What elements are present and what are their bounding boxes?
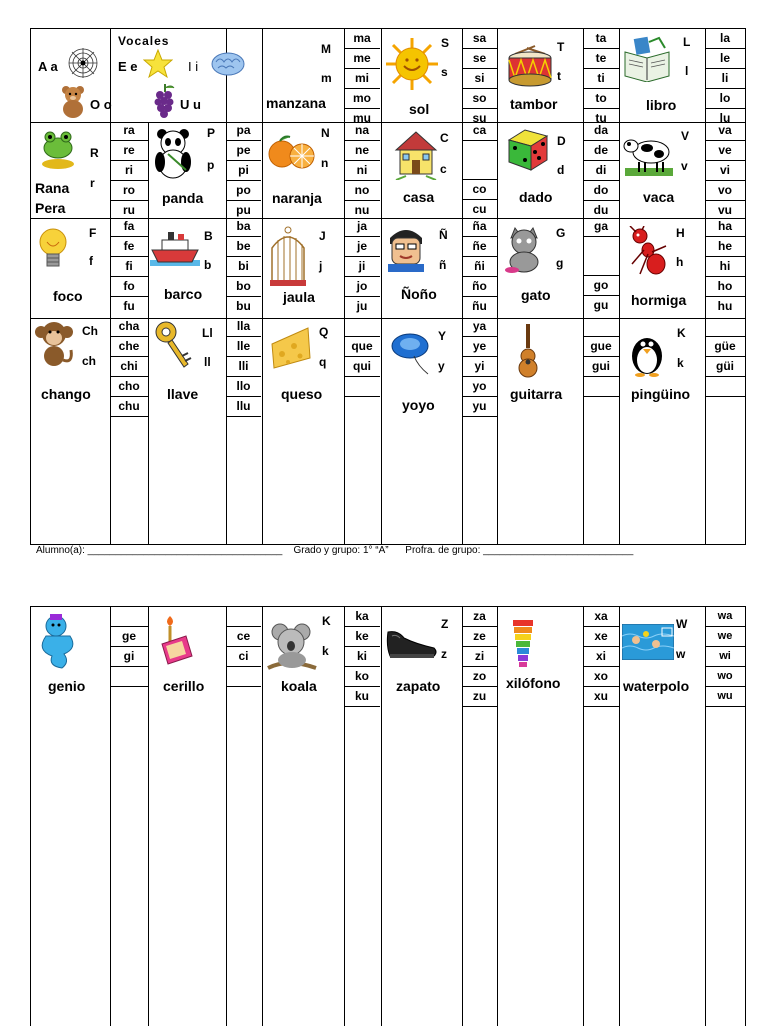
cow-icon [621, 124, 677, 180]
lightbulb-icon [38, 226, 68, 274]
syllable: wa [705, 607, 745, 627]
word-naranja: naranja [272, 190, 322, 206]
syllable: mu [353, 111, 371, 125]
syllable [110, 667, 148, 687]
syllable: ce [226, 627, 261, 647]
genie-icon [34, 612, 86, 670]
syllable: güi [705, 357, 745, 377]
word-chango: chango [41, 386, 91, 402]
syllable [583, 237, 619, 276]
syllable: te [583, 49, 619, 69]
word-rana: Rana [35, 180, 70, 196]
syllable: chu [110, 397, 148, 417]
syllables-pa [226, 121, 261, 220]
grado-field: Grado y grupo: 1° “A” [293, 545, 389, 556]
word-libro: libro [646, 97, 677, 113]
syllable: ci [226, 647, 261, 667]
syllable [705, 377, 745, 397]
syllable: yo [462, 377, 497, 397]
vowel-a: A a [38, 59, 58, 74]
letter-upper-z: Z [441, 617, 449, 631]
word-tambor: tambor [510, 96, 558, 112]
syllables-ta [583, 29, 619, 128]
syllable: le [705, 49, 745, 69]
syllable: ja [344, 217, 380, 237]
brain-icon [210, 50, 246, 78]
syllables-gue-dieresis [705, 317, 745, 397]
syllable: llo [226, 377, 261, 397]
letter-upper-n-tilde: Ñ [439, 228, 448, 242]
koala-icon [266, 620, 318, 670]
frog-icon [36, 124, 80, 170]
letter-lower-r: r [90, 176, 95, 190]
word-zapato: zapato [396, 678, 441, 694]
syllable: ña [462, 217, 497, 237]
ant-icon [626, 226, 670, 280]
letter-lower-b: b [204, 258, 212, 272]
syllable: ka [344, 607, 380, 627]
syllable: no [344, 181, 380, 201]
letter-lower-g: g [556, 256, 564, 270]
letter-upper-v: V [681, 129, 690, 143]
yoyo-icon [390, 332, 432, 376]
boy-face-icon [384, 224, 428, 272]
syllable: chi [110, 357, 148, 377]
syllables-que [344, 317, 380, 397]
syllable: ye [462, 337, 497, 357]
letter-lower-h: h [676, 255, 684, 269]
syllable: si [462, 69, 497, 89]
syllable: de [583, 141, 619, 161]
letter-upper-l: L [683, 35, 691, 49]
syllable: ca [462, 121, 497, 141]
syllables-ge [110, 607, 148, 687]
syllable: do [583, 181, 619, 201]
syllable [344, 317, 380, 337]
letter-lower-d: d [557, 163, 565, 177]
syllable [462, 141, 497, 180]
syllable: ma [344, 29, 380, 49]
syllable: xa [583, 607, 619, 627]
syllable: ba [226, 217, 261, 237]
syllable: que [344, 337, 380, 357]
letter-lower-j: j [319, 259, 323, 273]
syllable: po [226, 181, 261, 201]
letter-lower-t: t [557, 69, 561, 83]
syllable: hu [717, 299, 733, 313]
syllables-xa [583, 607, 619, 707]
book-icon [621, 34, 673, 82]
grapes-icon [153, 82, 177, 120]
word-cerillo: cerillo [163, 678, 205, 694]
syllable: xo [583, 667, 619, 687]
syllable: cho [110, 377, 148, 397]
orange-icon [266, 134, 318, 170]
letter-lower-ll: ll [204, 355, 211, 369]
syllable: gu [593, 298, 609, 312]
syllable: sa [462, 29, 497, 49]
syllable: ne [344, 141, 380, 161]
syllable: vo [705, 181, 745, 201]
word-vaca: vaca [643, 189, 675, 205]
syllables-va [705, 121, 745, 220]
syllable: jo [344, 277, 380, 297]
xylophone-icon [510, 618, 536, 668]
syllables-ca [462, 121, 497, 219]
syllable: yi [462, 357, 497, 377]
syllable: su [472, 111, 487, 125]
syllables-ce [226, 607, 261, 687]
syllable: gue [583, 337, 619, 357]
letter-upper-ll: Ll [202, 326, 213, 340]
letter-upper-t: T [557, 40, 565, 54]
panda-icon [150, 126, 196, 180]
ship-icon [150, 228, 200, 268]
letter-lower-w: w [676, 647, 686, 661]
syllable: ku [344, 687, 380, 707]
syllable: ji [344, 257, 380, 277]
vowel-u: U u [180, 97, 201, 112]
letter-upper-h: H [676, 226, 685, 240]
vowel-i: I i [188, 59, 199, 74]
syllable: lla [226, 317, 261, 337]
profra-field: Profra. de grupo: ___________________________ [405, 545, 634, 556]
syllable: cha [110, 317, 148, 337]
syllable: güe [705, 337, 745, 357]
syllable: ñe [462, 237, 497, 257]
letter-lower-n-tilde: ñ [439, 258, 447, 272]
cat-icon [503, 226, 545, 274]
syllable: co [462, 180, 497, 200]
letter-lower-y: y [438, 359, 445, 373]
letter-upper-r: R [90, 146, 99, 160]
syllable: xi [583, 647, 619, 667]
sun-icon [384, 36, 440, 92]
syllable: ga [583, 217, 619, 237]
syllables-ja [344, 217, 380, 316]
word-koala: koala [281, 678, 317, 694]
syllables-na-tilde [462, 217, 497, 316]
letter-lower-q: q [319, 355, 327, 369]
syllable: ke [344, 627, 380, 647]
syllable: pi [226, 161, 261, 181]
word-waterpolo: waterpolo [623, 678, 690, 694]
syllable: bi [226, 257, 261, 277]
syllable [344, 377, 380, 397]
syllable: ze [462, 627, 497, 647]
syllable: je [344, 237, 380, 257]
syllables-ma [344, 29, 380, 128]
letter-lower-f: f [89, 254, 93, 268]
syllable: mo [344, 89, 380, 109]
letter-upper-k-top: K [677, 326, 686, 340]
syllable: xu [583, 687, 619, 707]
syllable: ro [110, 181, 148, 201]
syllable: so [462, 89, 497, 109]
syllable: di [583, 161, 619, 181]
letter-lower-k-top: k [677, 356, 684, 370]
letter-upper-y: Y [438, 329, 447, 343]
syllables-da [583, 121, 619, 220]
syllable: ñu [472, 299, 487, 313]
syllable: llu [226, 397, 261, 417]
syllables-la [705, 29, 745, 128]
syllable: ta [583, 29, 619, 49]
syllable: ki [344, 647, 380, 667]
syllable: go [583, 276, 619, 296]
syllable: pu [236, 203, 251, 217]
syllable: fu [123, 299, 135, 313]
syllable: ge [110, 627, 148, 647]
teddy-bear-icon [58, 84, 88, 118]
syllable: ti [583, 69, 619, 89]
syllable: we [705, 627, 745, 647]
guitar-icon [516, 324, 540, 380]
syllable: ri [110, 161, 148, 181]
syllables-ya [462, 317, 497, 417]
word-xilofono: xilófono [506, 675, 561, 691]
spider-web-icon [67, 46, 99, 80]
letter-lower-s: s [441, 65, 448, 79]
letter-upper-w: W [676, 617, 688, 631]
letter-lower-ch: ch [82, 354, 97, 368]
word-nono: Ñoño [401, 286, 437, 302]
syllable: xe [583, 627, 619, 647]
syllable [226, 607, 261, 627]
syllable: va [705, 121, 745, 141]
syllable: lo [705, 89, 745, 109]
letter-lower-k: k [322, 644, 329, 658]
syllable: nu [354, 203, 370, 217]
syllable [583, 377, 619, 397]
letter-upper-q: Q [319, 325, 329, 339]
star-icon [143, 49, 173, 79]
letter-lower-m: m [321, 71, 332, 85]
syllables-ha [705, 217, 745, 316]
house-icon [392, 130, 440, 180]
word-panda: panda [162, 190, 204, 206]
syllable: ha [705, 217, 745, 237]
word-dado: dado [519, 189, 553, 205]
word-queso: queso [281, 386, 323, 402]
syllable: hi [705, 257, 745, 277]
waterpolo-icon [622, 624, 674, 660]
letter-upper-g: G [556, 226, 566, 240]
syllables-cha [110, 317, 148, 417]
vocales-title: Vocales [118, 34, 170, 48]
word-pinguino: pingüino [631, 386, 691, 402]
syllables-fa [110, 217, 148, 316]
vowel-o: O o [90, 97, 112, 112]
letter-upper-c: C [440, 131, 449, 145]
syllable: wu [705, 687, 745, 707]
syllable: qui [344, 357, 380, 377]
syllable: cu [472, 202, 487, 216]
syllable: tu [595, 111, 607, 125]
letter-lower-l: l [685, 64, 689, 78]
letter-upper-j: J [319, 229, 326, 243]
syllable: ju [356, 299, 368, 313]
syllable [110, 607, 148, 627]
syllables-ra [110, 121, 148, 220]
syllable: lu [719, 111, 731, 125]
syllable [705, 317, 745, 337]
syllable: che [110, 337, 148, 357]
cheese-icon [268, 322, 314, 374]
letter-upper-p: P [207, 126, 216, 140]
syllable: zi [462, 647, 497, 667]
student-info-footer [36, 545, 633, 556]
syllable [583, 317, 619, 337]
word-genio: genio [48, 678, 86, 694]
syllable: ni [344, 161, 380, 181]
word-casa: casa [403, 189, 435, 205]
syllable: to [583, 89, 619, 109]
syllables-gue [583, 317, 619, 397]
syllable: la [705, 29, 745, 49]
syllable: ra [110, 121, 148, 141]
letter-lower-c: c [440, 162, 447, 176]
syllable: be [226, 237, 261, 257]
letter-lower-z: z [441, 647, 447, 661]
word-jaula: jaula [283, 289, 315, 305]
syllable: re [110, 141, 148, 161]
syllable: da [583, 121, 619, 141]
letter-upper-f: F [89, 226, 97, 240]
syllable: me [344, 49, 380, 69]
drum-icon [505, 44, 555, 90]
syllable: fa [110, 217, 148, 237]
word-foco: foco [53, 288, 83, 304]
syllables-sa [462, 29, 497, 128]
syllable: bo [226, 277, 261, 297]
syllable: ko [344, 667, 380, 687]
syllable: zo [462, 667, 497, 687]
letter-upper-m: M [321, 42, 331, 56]
syllable: he [705, 237, 745, 257]
matches-icon [156, 612, 196, 670]
syllable: lli [226, 357, 261, 377]
word-pera: Pera [35, 200, 66, 216]
syllable: ru [123, 203, 135, 217]
penguin-icon [626, 330, 668, 378]
word-yoyo: yoyo [402, 397, 435, 413]
syllables-ka [344, 607, 380, 707]
syllables-wa [705, 607, 745, 707]
letter-upper-d: D [557, 134, 566, 148]
shoe-icon [384, 624, 440, 662]
syllable: se [462, 49, 497, 69]
syllable: wi [705, 647, 745, 667]
syllables-ba [226, 217, 261, 316]
dice-icon [505, 126, 551, 172]
word-manzana: manzana [266, 95, 326, 111]
syllable: ho [705, 277, 745, 297]
letter-upper-ch: Ch [82, 324, 98, 338]
syllable: vi [705, 161, 745, 181]
syllable: li [705, 69, 745, 89]
syllable: pa [226, 121, 261, 141]
word-barco: barco [164, 286, 203, 302]
monkey-icon [33, 320, 75, 368]
birdcage-icon [268, 226, 308, 288]
syllable: bu [236, 299, 251, 313]
word-llave: llave [167, 386, 199, 402]
syllable: gi [110, 647, 148, 667]
syllable: fo [110, 277, 148, 297]
key-icon [154, 320, 194, 372]
letter-upper-b: B [204, 229, 213, 243]
syllable: fi [110, 257, 148, 277]
syllable: gui [583, 357, 619, 377]
syllable: lle [226, 337, 261, 357]
syllable: fe [110, 237, 148, 257]
syllables-lla [226, 317, 261, 417]
syllable: pe [226, 141, 261, 161]
letter-upper-n: N [321, 126, 330, 140]
syllable: mi [344, 69, 380, 89]
letter-lower-v: v [681, 159, 688, 173]
syllables-ga [583, 217, 619, 315]
syllable: vu [717, 203, 732, 217]
syllable: ve [705, 141, 745, 161]
syllable: za [462, 607, 497, 627]
alumno-field: Alumno(a): ___________________________________ [36, 545, 283, 556]
syllable: ya [462, 317, 497, 337]
letter-lower-n: n [321, 156, 329, 170]
syllables-za [462, 607, 497, 707]
letter-upper-k: K [322, 614, 331, 628]
syllable: ñi [462, 257, 497, 277]
syllable: zu [462, 687, 497, 707]
syllables-na [344, 121, 380, 220]
syllable: yu [462, 397, 497, 417]
letter-upper-s: S [441, 36, 450, 50]
syllable: wo [705, 667, 745, 687]
syllable [226, 667, 261, 687]
letter-lower-p: p [207, 158, 215, 172]
word-sol: sol [409, 101, 430, 117]
word-hormiga: hormiga [631, 292, 687, 308]
syllable: ño [462, 277, 497, 297]
vowel-e: E e [118, 59, 138, 74]
word-guitarra: guitarra [510, 386, 563, 402]
syllable: na [344, 121, 380, 141]
syllable: du [593, 203, 609, 217]
word-gato: gato [521, 287, 551, 303]
